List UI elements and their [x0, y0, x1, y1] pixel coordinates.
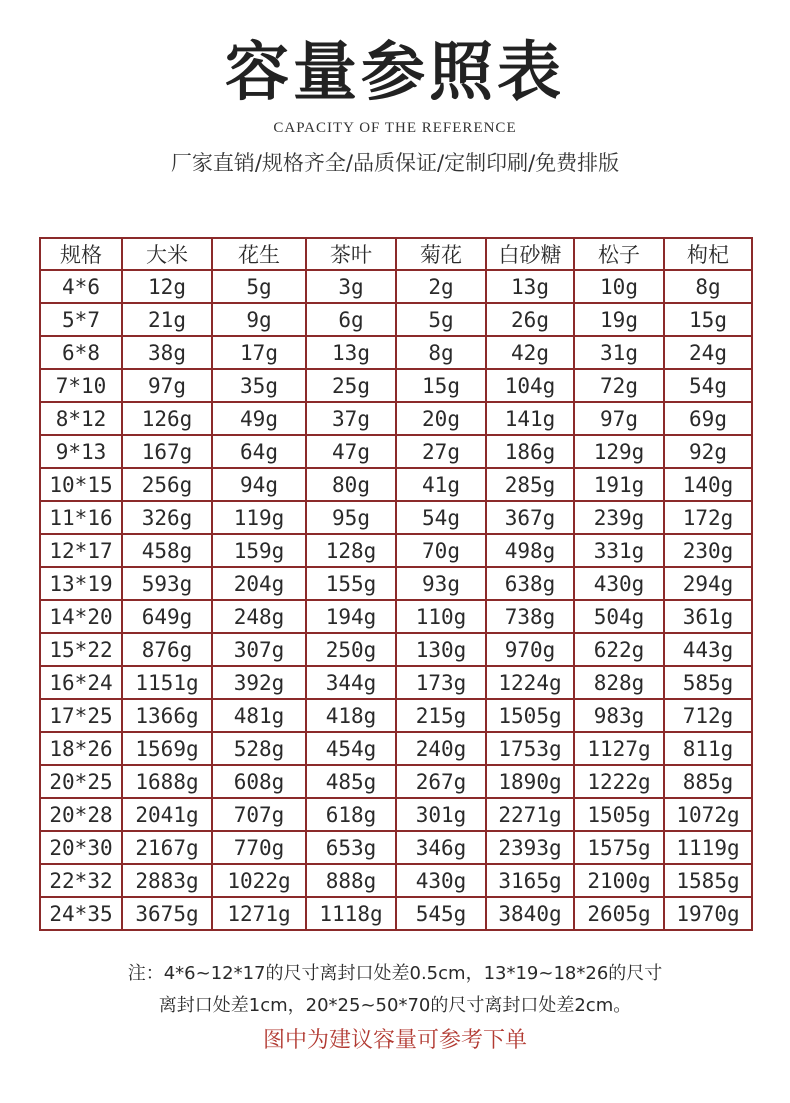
capacity-cell: 155g [306, 567, 396, 600]
capacity-cell: 885g [664, 765, 752, 798]
capacity-cell: 97g [122, 369, 212, 402]
capacity-cell: 1222g [574, 765, 664, 798]
size-cell: 20*25 [40, 765, 122, 798]
table-row [40, 270, 752, 303]
capacity-cell: 301g [396, 798, 486, 831]
capacity-cell: 418g [306, 699, 396, 732]
capacity-cell: 1569g [122, 732, 212, 765]
capacity-cell: 1119g [664, 831, 752, 864]
capacity-cell: 608g [212, 765, 306, 798]
size-cell: 15*22 [40, 633, 122, 666]
capacity-cell: 585g [664, 666, 752, 699]
capacity-cell: 26g [486, 303, 574, 336]
size-cell: 20*30 [40, 831, 122, 864]
capacity-cell: 2605g [574, 897, 664, 930]
capacity-cell: 37g [306, 402, 396, 435]
capacity-cell: 8g [664, 270, 752, 303]
table-row [40, 765, 752, 798]
capacity-cell: 9g [212, 303, 306, 336]
table-row [40, 501, 752, 534]
capacity-cell: 140g [664, 468, 752, 501]
capacity-cell: 1575g [574, 831, 664, 864]
capacity-cell: 172g [664, 501, 752, 534]
capacity-cell: 12g [122, 270, 212, 303]
capacity-cell: 361g [664, 600, 752, 633]
size-cell: 16*24 [40, 666, 122, 699]
capacity-cell: 983g [574, 699, 664, 732]
capacity-cell: 194g [306, 600, 396, 633]
capacity-cell: 1505g [486, 699, 574, 732]
capacity-cell: 230g [664, 534, 752, 567]
note-line-1: 注：4*6~12*17的尺寸离封口处差0.5cm，13*19~18*26的尺寸 [127, 963, 663, 984]
size-cell: 10*15 [40, 468, 122, 501]
capacity-cell: 204g [212, 567, 306, 600]
capacity-cell: 31g [574, 336, 664, 369]
capacity-cell: 129g [574, 435, 664, 468]
capacity-cell: 367g [486, 501, 574, 534]
capacity-cell: 3g [306, 270, 396, 303]
size-cell: 9*13 [40, 435, 122, 468]
capacity-cell: 141g [486, 402, 574, 435]
capacity-cell: 93g [396, 567, 486, 600]
capacity-cell: 811g [664, 732, 752, 765]
capacity-cell: 13g [486, 270, 574, 303]
capacity-cell: 159g [212, 534, 306, 567]
capacity-cell: 104g [486, 369, 574, 402]
capacity-cell: 307g [212, 633, 306, 666]
capacity-cell: 20g [396, 402, 486, 435]
column-header: 白砂糖 [486, 238, 574, 270]
capacity-cell: 528g [212, 732, 306, 765]
capacity-table [39, 237, 753, 931]
capacity-cell: 35g [212, 369, 306, 402]
capacity-cell: 2271g [486, 798, 574, 831]
capacity-cell: 481g [212, 699, 306, 732]
column-header: 松子 [574, 238, 664, 270]
table-row [40, 831, 752, 864]
capacity-cell: 738g [486, 600, 574, 633]
capacity-cell: 1753g [486, 732, 574, 765]
table-header-row [40, 238, 752, 270]
capacity-cell: 24g [664, 336, 752, 369]
capacity-cell: 707g [212, 798, 306, 831]
table-row [40, 369, 752, 402]
size-cell: 4*6 [40, 270, 122, 303]
capacity-cell: 80g [306, 468, 396, 501]
capacity-cell: 454g [306, 732, 396, 765]
capacity-cell: 6g [306, 303, 396, 336]
capacity-cell: 167g [122, 435, 212, 468]
table-row [40, 468, 752, 501]
capacity-cell: 498g [486, 534, 574, 567]
capacity-cell: 2883g [122, 864, 212, 897]
capacity-cell: 876g [122, 633, 212, 666]
table-row [40, 897, 752, 930]
capacity-cell: 130g [396, 633, 486, 666]
capacity-cell: 41g [396, 468, 486, 501]
table-row [40, 336, 752, 369]
size-cell: 18*26 [40, 732, 122, 765]
capacity-cell: 69g [664, 402, 752, 435]
capacity-cell: 2393g [486, 831, 574, 864]
capacity-cell: 443g [664, 633, 752, 666]
capacity-cell: 110g [396, 600, 486, 633]
capacity-cell: 618g [306, 798, 396, 831]
capacity-cell: 54g [396, 501, 486, 534]
capacity-cell: 27g [396, 435, 486, 468]
capacity-cell: 8g [396, 336, 486, 369]
capacity-cell: 1366g [122, 699, 212, 732]
capacity-cell: 653g [306, 831, 396, 864]
capacity-cell: 2167g [122, 831, 212, 864]
capacity-cell: 15g [396, 369, 486, 402]
capacity-cell: 2100g [574, 864, 664, 897]
capacity-cell: 215g [396, 699, 486, 732]
table-row [40, 402, 752, 435]
table-body [40, 270, 752, 930]
column-header: 茶叶 [306, 238, 396, 270]
capacity-cell: 344g [306, 666, 396, 699]
capacity-cell: 1585g [664, 864, 752, 897]
capacity-cell: 72g [574, 369, 664, 402]
note-line-2: 离封口处差1cm，20*25~50*70的尺寸离封口处差2cm。 [158, 995, 632, 1016]
capacity-cell: 267g [396, 765, 486, 798]
size-cell: 14*20 [40, 600, 122, 633]
capacity-cell: 54g [664, 369, 752, 402]
capacity-cell: 770g [212, 831, 306, 864]
size-cell: 11*16 [40, 501, 122, 534]
capacity-cell: 2041g [122, 798, 212, 831]
table-row [40, 600, 752, 633]
size-note [60, 958, 730, 1022]
capacity-cell: 3840g [486, 897, 574, 930]
capacity-cell: 504g [574, 600, 664, 633]
capacity-cell: 485g [306, 765, 396, 798]
capacity-cell: 47g [306, 435, 396, 468]
capacity-cell: 392g [212, 666, 306, 699]
capacity-cell: 712g [664, 699, 752, 732]
capacity-cell: 1505g [574, 798, 664, 831]
capacity-cell: 430g [574, 567, 664, 600]
capacity-cell: 1072g [664, 798, 752, 831]
capacity-cell: 250g [306, 633, 396, 666]
size-cell: 5*7 [40, 303, 122, 336]
column-header: 大米 [122, 238, 212, 270]
capacity-cell: 42g [486, 336, 574, 369]
table-row [40, 699, 752, 732]
capacity-cell: 17g [212, 336, 306, 369]
capacity-cell: 1271g [212, 897, 306, 930]
capacity-cell: 248g [212, 600, 306, 633]
capacity-cell: 331g [574, 534, 664, 567]
capacity-cell: 5g [396, 303, 486, 336]
capacity-cell: 1127g [574, 732, 664, 765]
capacity-cell: 13g [306, 336, 396, 369]
capacity-cell: 2g [396, 270, 486, 303]
capacity-cell: 1022g [212, 864, 306, 897]
capacity-cell: 256g [122, 468, 212, 501]
size-cell: 20*28 [40, 798, 122, 831]
capacity-cell: 545g [396, 897, 486, 930]
size-cell: 22*32 [40, 864, 122, 897]
size-cell: 17*25 [40, 699, 122, 732]
column-header: 规格 [40, 238, 122, 270]
capacity-cell: 1151g [122, 666, 212, 699]
page-title: 容量参照表 [225, 36, 565, 110]
table-row [40, 864, 752, 897]
capacity-cell: 1224g [486, 666, 574, 699]
size-cell: 8*12 [40, 402, 122, 435]
column-header: 花生 [212, 238, 306, 270]
capacity-cell: 3165g [486, 864, 574, 897]
capacity-cell: 97g [574, 402, 664, 435]
capacity-cell: 128g [306, 534, 396, 567]
size-cell: 6*8 [40, 336, 122, 369]
capacity-cell: 888g [306, 864, 396, 897]
capacity-cell: 239g [574, 501, 664, 534]
table-row [40, 435, 752, 468]
capacity-cell: 3675g [122, 897, 212, 930]
capacity-cell: 21g [122, 303, 212, 336]
table-row [40, 798, 752, 831]
table-row [40, 666, 752, 699]
capacity-cell: 126g [122, 402, 212, 435]
capacity-cell: 622g [574, 633, 664, 666]
footer-suggestion: 图中为建议容量可参考下单 [262, 1028, 527, 1053]
capacity-cell: 94g [212, 468, 306, 501]
capacity-cell: 186g [486, 435, 574, 468]
size-cell: 24*35 [40, 897, 122, 930]
capacity-cell: 15g [664, 303, 752, 336]
capacity-cell: 346g [396, 831, 486, 864]
capacity-cell: 294g [664, 567, 752, 600]
tagline: 厂家直销/规格齐全/品质保证/定制印刷/免费排版 [170, 151, 620, 175]
capacity-cell: 95g [306, 501, 396, 534]
capacity-cell: 38g [122, 336, 212, 369]
capacity-cell: 5g [212, 270, 306, 303]
table-row [40, 732, 752, 765]
capacity-cell: 638g [486, 567, 574, 600]
size-cell: 7*10 [40, 369, 122, 402]
table-row [40, 633, 752, 666]
capacity-cell: 19g [574, 303, 664, 336]
capacity-cell: 649g [122, 600, 212, 633]
size-cell: 12*17 [40, 534, 122, 567]
column-header: 菊花 [396, 238, 486, 270]
capacity-cell: 64g [212, 435, 306, 468]
capacity-cell: 119g [212, 501, 306, 534]
capacity-cell: 92g [664, 435, 752, 468]
capacity-cell: 49g [212, 402, 306, 435]
capacity-cell: 430g [396, 864, 486, 897]
capacity-cell: 191g [574, 468, 664, 501]
capacity-cell: 70g [396, 534, 486, 567]
capacity-cell: 10g [574, 270, 664, 303]
capacity-cell: 1118g [306, 897, 396, 930]
capacity-cell: 1890g [486, 765, 574, 798]
capacity-cell: 285g [486, 468, 574, 501]
capacity-cell: 173g [396, 666, 486, 699]
capacity-cell: 25g [306, 369, 396, 402]
capacity-cell: 828g [574, 666, 664, 699]
column-header: 枸杞 [664, 238, 752, 270]
capacity-cell: 1970g [664, 897, 752, 930]
table-row [40, 303, 752, 336]
capacity-cell: 458g [122, 534, 212, 567]
capacity-cell: 970g [486, 633, 574, 666]
capacity-cell: 1688g [122, 765, 212, 798]
table-row [40, 567, 752, 600]
table-row [40, 534, 752, 567]
capacity-cell: 240g [396, 732, 486, 765]
page-subtitle: CAPACITY OF THE REFERENCE [273, 120, 517, 136]
capacity-cell: 326g [122, 501, 212, 534]
size-cell: 13*19 [40, 567, 122, 600]
capacity-cell: 593g [122, 567, 212, 600]
